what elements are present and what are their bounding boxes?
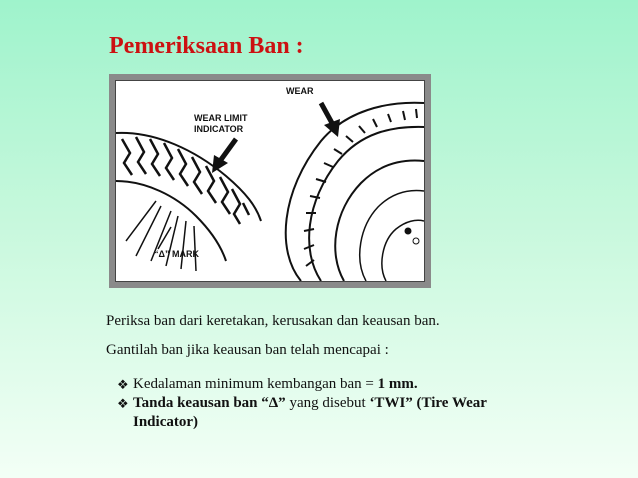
tire-illustration-frame xyxy=(109,74,431,288)
delta-mark-label: “Δ” MARK xyxy=(154,249,199,259)
bullet-twi-part1: Tanda keausan ban “Δ” xyxy=(133,395,286,411)
wear-limit-label-line2: INDICATOR xyxy=(194,124,244,134)
bullet-twi-part3: ‘TWI” (Tire Wear xyxy=(369,395,487,411)
right-tire xyxy=(286,103,424,281)
bullet-item-tread-depth xyxy=(117,375,587,394)
slide-title: Pemeriksaan Ban : xyxy=(109,33,304,59)
left-tire-outer-edge xyxy=(116,133,261,221)
tire-drawing xyxy=(116,81,424,281)
bullet-twi-part4: Indicator) xyxy=(133,414,198,430)
diamond-bullet-icon: ❖ xyxy=(117,377,129,392)
wheel-spokes xyxy=(126,201,196,271)
bullet-list xyxy=(117,375,587,432)
paragraph-replace: Gantilah ban jika keausan ban telah mencapai : xyxy=(106,342,389,358)
wear-label: WEAR xyxy=(286,86,314,96)
bullet-emphasis: 1 mm. xyxy=(377,376,418,392)
paragraph-inspection: Periksa ban dari keretakan, kerusakan dan keausan ban. xyxy=(106,313,440,329)
bullet-text: Kedalaman minimum kembangan ban = xyxy=(133,376,378,392)
bullet-item-twi xyxy=(117,394,587,432)
tire-illustration xyxy=(115,80,425,282)
bullet-twi-part2: yang disebut xyxy=(285,395,370,411)
diamond-bullet-icon: ❖ xyxy=(117,396,129,411)
wear-limit-arrow xyxy=(212,139,236,173)
wear-limit-label-line1: WEAR LIMIT xyxy=(194,113,248,123)
